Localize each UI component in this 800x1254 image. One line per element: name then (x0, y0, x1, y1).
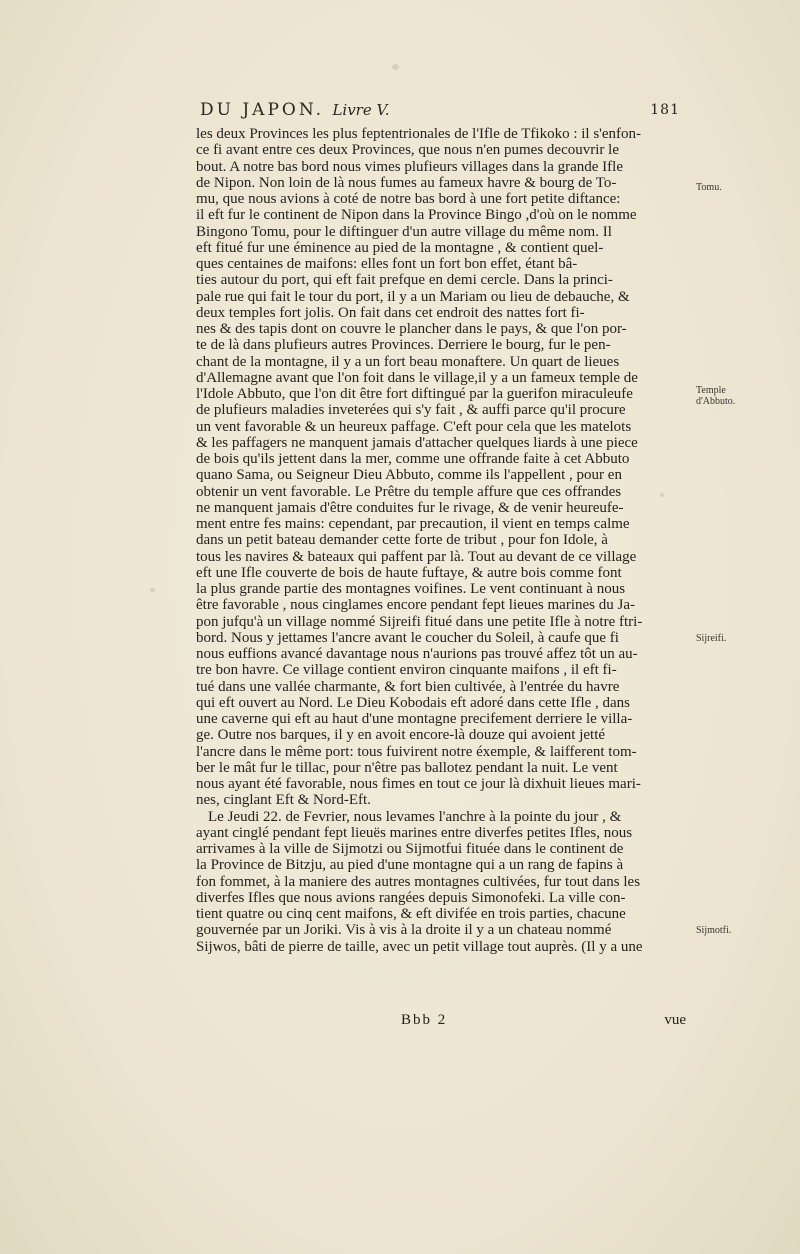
paper-stain (392, 64, 399, 70)
text-line: la plus grande partie des montagnes voifines. Le vent continuant à nous (196, 581, 626, 597)
text-line: nes, cinglant Eft & Nord-Eft. (196, 792, 371, 809)
text-line: Bingono Tomu, pour le diftinguer d'un autre village du même nom. Il (196, 223, 612, 240)
text-line: arrivames à la ville de Sijmotzi ou Sijmotfui fituée dans le continent de (196, 841, 624, 857)
text-line: pale rue qui fait le tour du port, il y a un Mariam ou lieu de debauche, & (196, 288, 630, 305)
text-line: diverfes Ifles que nous avions rangées depuis Simonofeki. La ville con- (196, 889, 626, 906)
text-line: tué dans une vallée charmante, & fort bien cultivée, à l'entrée du havre (196, 678, 620, 695)
text-line: obtenir un vent favorable. Le Prêtre du temple affure que ces offrandes (196, 483, 622, 500)
text-line: nous ayant été favorable, nous fimes en tout ce jour là dixhuit lieues mari- (196, 776, 641, 792)
margin-note-tomu: Tomu. (696, 182, 722, 193)
text-line: ques centaines de maifons: elles font un fort bon effet, étant bâ- (196, 256, 578, 272)
text-line: mu, que nous avions à coté de notre bas bord à une fort petite diftance: (196, 191, 621, 207)
text-line: ayant cinglé pendant fept lieuës marines entre diverfes petites Ifles, nous (196, 824, 633, 841)
text-line: quano Sama, ou Seigneur Dieu Abbuto, comme ils l'appellent , pour en (196, 467, 622, 484)
text-line: l'Idole Abbuto, que l'on dit être fort diftingué par la guerifon miraculeufe (196, 386, 633, 402)
text-line: un vent favorable & un heureux paffage. C'eft pour cela que les matelots (196, 418, 632, 435)
text-line: eft une Ifle couverte de bois de haute fuftaye, & autre bois comme font (196, 564, 622, 581)
margin-note-sijmotfi: Sijmotfi. (696, 925, 732, 936)
text-line: Sijwos, bâti de pierre de taille, avec un petit village tout auprès. (Il y a une (196, 938, 643, 955)
text-line: qui eft ouvert au Nord. Le Dieu Kobodais eft adoré dans cette Ifle , dans (196, 694, 631, 711)
body-text (196, 126, 686, 955)
catchword: vue (664, 1012, 686, 1028)
signature-mark: Bbb 2 (401, 1012, 448, 1028)
text-line: la Province de Bitzju, au pied d'une montagne qui a un rang de fapins à (196, 857, 624, 874)
text-line: l'ancre dans le même port: tous fuivirent notre éxemple, & laifferent tom- (196, 743, 637, 760)
text-line: tre bon havre. Ce village contient environ cinquante maifons , il eft fi- (196, 662, 617, 679)
text-line: de bois qu'ils jettent dans la mer, comme une offrande faite à cet Abbuto (196, 451, 630, 467)
text-line: les deux Provinces les plus feptentrionales de l'Ifle de Tfikoko : il s'enfon- (196, 126, 642, 142)
text-line: fon fommet, à la maniere des autres montagnes cultivées, fur tout dans les (196, 873, 641, 890)
text-line: ge. Outre nos barques, il y en avoit encore-là douze qui avoient jetté (196, 727, 606, 744)
text-line: être favorable , nous cinglames encore pendant fept lieues marines du Ja- (196, 597, 635, 614)
text-line: bout. A notre bas bord nous vimes plufieurs villages dans la grande Ifle (196, 158, 623, 175)
paper-stain (150, 588, 155, 592)
text-line: nous euffions avancé davantage nous n'aurions pas trouvé affez tôt un au- (196, 646, 638, 662)
text-line: ties autour du port, qui eft fait prefque en demi cercle. Dans la princi- (196, 272, 613, 289)
text-line: eft fitué fur une éminence au pied de la montagne , & contient quel- (196, 239, 604, 256)
text-line: de Nipon. Non loin de là nous fumes au fameux havre & bourg de To- (196, 174, 617, 191)
text-line: chant de la montagne, il y a un fort beau monaftere. Un quart de lieues (196, 353, 620, 370)
text-line: nes & des tapis dont on couvre le plancher dans le pays, & que l'on por- (196, 321, 627, 337)
running-title: DU JAPON. Livre V. (200, 100, 390, 120)
text-line: il eft fur le continent de Nipon dans la Province Bingo ,d'où on le nomme (196, 207, 637, 224)
text-line: deux temples fort jolis. On fait dans cet endroit des nattes fort fi- (196, 304, 585, 321)
text-line: ber le mât fur le tillac, pour n'être pas ballotez pendant la nuit. Le vent (196, 759, 618, 776)
text-line: ment entre fes mains: cependant, par precaution, il vient en temps calme (196, 516, 630, 532)
text-line: ce fi avant entre ces deux Provinces, que nous n'en pumes decouvrir le (196, 142, 619, 159)
page-number: 181 (650, 102, 680, 118)
margin-note-sijreifi: Sijreifi. (696, 633, 727, 644)
page-footer (196, 1012, 686, 1030)
text-line: & les paffagers ne manquent jamais d'attacher quelques liards à une piece (196, 434, 638, 451)
page-header (200, 100, 680, 126)
text-line: pon jufqu'à un village nommé Sijreifi fitué dans une petite Ifle à notre ftri- (196, 613, 643, 630)
text-line: dans un petit bateau demander cette forte de tribut , pour fon Idole, à (196, 532, 608, 549)
margin-note-temple-abbuto: Temple d'Abbuto. (696, 385, 736, 407)
text-line: Le Jeudi 22. de Fevrier, nous levames l'anchre à la pointe du jour , & (208, 808, 622, 825)
text-line: tous les navires & bateaux qui paffent par là. Tout au devant de ce village (196, 548, 637, 565)
text-line: tient quatre ou cinq cent maifons, & eft divifée en trois parties, chacune (196, 906, 626, 922)
text-line: une caverne qui eft au haut d'une montagne precifement derriere le villa- (196, 711, 633, 727)
book-label: Livre V. (332, 101, 390, 119)
text-line: ne manquent jamais d'être conduites fur le rivage, & de venir heureufe- (196, 499, 624, 516)
text-line: d'Allemagne avant que l'on foit dans le village,il y a un fameux temple de (196, 369, 638, 386)
text-line: te de là dans plufieurs autres Provinces. Derriere le bourg, fur le pen- (196, 337, 611, 354)
text-line: gouvernée par un Joriki. Vis à vis à la droite il y a un chateau nommé (196, 922, 612, 939)
text-line: de plufieurs maladies inveterées qui s'y fait , & auffi parce qu'il procure (196, 402, 626, 419)
text-line: bord. Nous y jettames l'ancre avant le coucher du Soleil, à caufe que fi (196, 629, 619, 646)
